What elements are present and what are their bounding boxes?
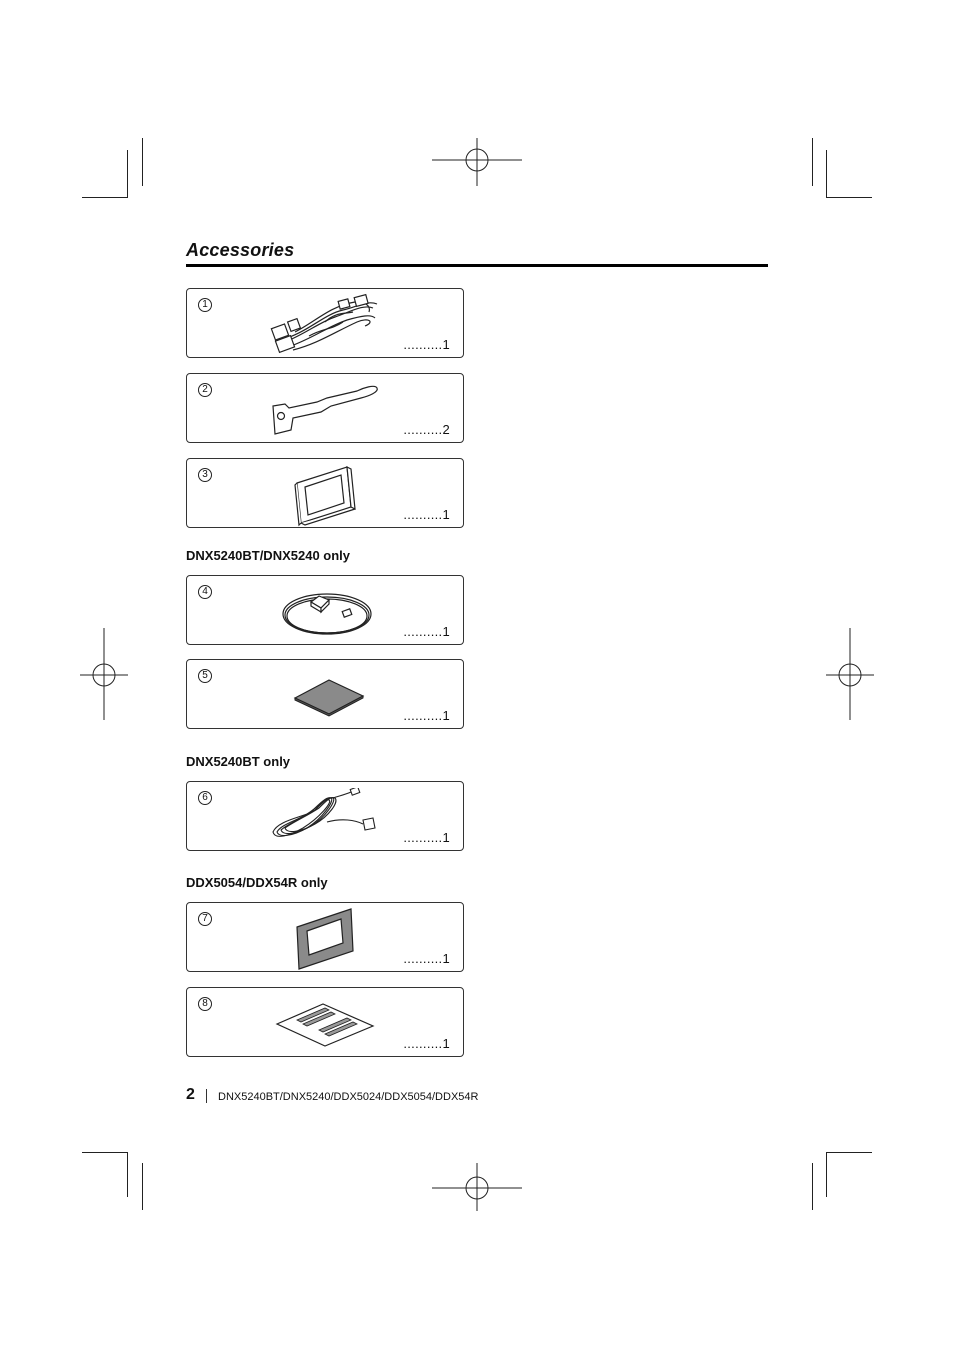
item-quantity: ..........1 — [403, 507, 450, 522]
item-quantity: ..........1 — [403, 708, 450, 723]
accessory-item-1 — [186, 288, 464, 358]
registration-mark-icon — [826, 628, 874, 720]
item-quantity: ..........2 — [403, 422, 450, 437]
section-label-dnx5240bt: DNX5240BT only — [186, 754, 291, 769]
crop-mark — [812, 1163, 813, 1210]
item-quantity: ..........1 — [403, 624, 450, 639]
section-label-dnx5240bt-dnx5240: DNX5240BT/DNX5240 only — [186, 548, 351, 563]
item-number: 8 — [198, 997, 212, 1011]
accessory-item-4 — [186, 575, 464, 645]
section-label-ddx5054-ddx54r: DDX5054/DDX54R only — [186, 875, 328, 890]
item-number: 4 — [198, 585, 212, 599]
gps-antenna-icon — [277, 580, 377, 642]
extraction-key-icon — [269, 378, 381, 440]
accessory-item-7 — [186, 902, 464, 972]
trim-plate-icon — [291, 905, 357, 971]
crop-mark — [127, 1152, 128, 1197]
crop-mark — [142, 138, 143, 186]
crop-mark — [826, 1152, 872, 1153]
crop-mark — [826, 1152, 827, 1197]
crop-mark — [826, 197, 872, 198]
accessory-item-2 — [186, 373, 464, 443]
crop-mark — [826, 150, 827, 198]
registration-mark-icon — [80, 628, 128, 720]
item-number: 3 — [198, 468, 212, 482]
item-quantity: ..........1 — [403, 830, 450, 845]
title-rule — [186, 264, 768, 267]
accessory-item-3 — [186, 458, 464, 528]
item-number: 5 — [198, 669, 212, 683]
adhesive-pads-icon — [273, 996, 377, 1048]
crop-mark — [82, 197, 128, 198]
mounting-frame-icon — [291, 461, 357, 527]
footer-model-list: DNX5240BT/DNX5240/DDX5024/DDX5054/DDX54R — [218, 1091, 479, 1103]
item-number: 7 — [198, 912, 212, 926]
crop-mark — [82, 1152, 128, 1153]
metal-plate-icon — [291, 670, 367, 718]
crop-mark — [127, 150, 128, 198]
crop-mark — [142, 1163, 143, 1210]
wiring-harness-icon — [265, 292, 385, 356]
item-number: 6 — [198, 791, 212, 805]
item-quantity: ..........1 — [403, 1036, 450, 1051]
microphone-cable-icon — [267, 788, 387, 846]
crop-mark — [812, 138, 813, 186]
accessory-item-8 — [186, 987, 464, 1057]
page-title: Accessories — [186, 240, 295, 260]
registration-mark-icon — [432, 138, 522, 186]
item-number: 2 — [198, 383, 212, 397]
registration-mark-icon — [432, 1163, 522, 1211]
accessory-item-5 — [186, 659, 464, 729]
item-number: 1 — [198, 298, 212, 312]
item-quantity: ..........1 — [403, 337, 450, 352]
footer-divider — [206, 1089, 207, 1103]
page-number: 2 — [186, 1086, 195, 1103]
item-quantity: ..........1 — [403, 951, 450, 966]
accessory-item-6 — [186, 781, 464, 851]
